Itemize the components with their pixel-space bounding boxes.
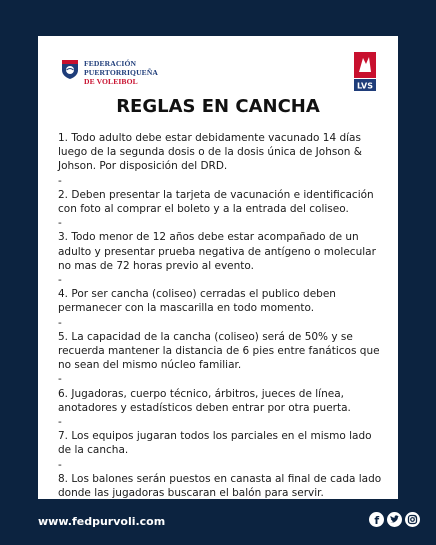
rule-4: 4. Por ser cancha (coliseo) cerradas el publico deben permanecer con la mascarilla en todo momento. xyxy=(58,288,336,315)
rule-3: 3. Todo menor de 12 años debe estar acompañado de un adulto y presentar prueba negativa de antígeno o molecular no mas de 72 horas previo al evento. xyxy=(58,231,376,272)
rule-8: 8. Los balones serán puestos en canasta al final de cada lado donde las jugadoras buscaran el balón para servir. xyxy=(58,472,382,500)
rule-separator: - xyxy=(58,458,62,471)
social-links xyxy=(369,512,420,527)
rules-card xyxy=(38,36,398,499)
rule-separator: - xyxy=(58,316,62,329)
federation-name-line-3: DE VOLEIBOL xyxy=(84,77,138,86)
federation-name-line-2: PUERTORRIQUEÑA xyxy=(84,68,158,77)
website-url[interactable]: www.fedpurvoli.com xyxy=(38,515,166,528)
rule-separator: - xyxy=(58,174,62,187)
rule-7: 7. Los equipos jugaran todos los parciales en el mismo lado de la cancha. xyxy=(58,430,372,457)
rule-6: 6. Jugadoras, cuerpo técnico, árbitros, jueces de línea, anotadores y estadísticos deben entrar por otra puerta. xyxy=(58,387,351,414)
lvs-logo xyxy=(353,52,377,92)
twitter-icon[interactable] xyxy=(387,512,402,527)
rule-2: 2. Deben presentar la tarjeta de vacunación e identificación con foto al comprar el boleto y a la entrada del coliseo. xyxy=(58,188,374,216)
svg-text:f: f xyxy=(374,514,380,527)
rules-list xyxy=(58,131,383,500)
rule-separator: - xyxy=(58,274,62,287)
instagram-icon[interactable] xyxy=(405,512,420,527)
rule-separator: - xyxy=(58,416,62,429)
rule-separator: - xyxy=(58,373,62,386)
federation-shield-icon xyxy=(60,58,80,80)
facebook-icon[interactable] xyxy=(369,512,384,527)
rule-separator: - xyxy=(58,217,62,230)
federation-logo xyxy=(60,54,190,96)
rule-5: 5. La capacidad de la cancha (coliseo) será de 50% y se recuerda mantener la distancia de 6 pies entre fanáticos que no sean del mismo núcleo familiar. xyxy=(58,330,380,372)
federation-name-line-1: FEDERACIÓN xyxy=(84,59,137,68)
page-title: REGLAS EN CANCHA xyxy=(116,96,320,117)
lvs-logo-text: LVS xyxy=(357,81,373,91)
rule-1: 1. Todo adulto debe estar debidamente vacunado 14 días luego de la segunda dosis o de la dosis única de Johson & Johson. Por disposición del DRD. xyxy=(58,132,362,173)
